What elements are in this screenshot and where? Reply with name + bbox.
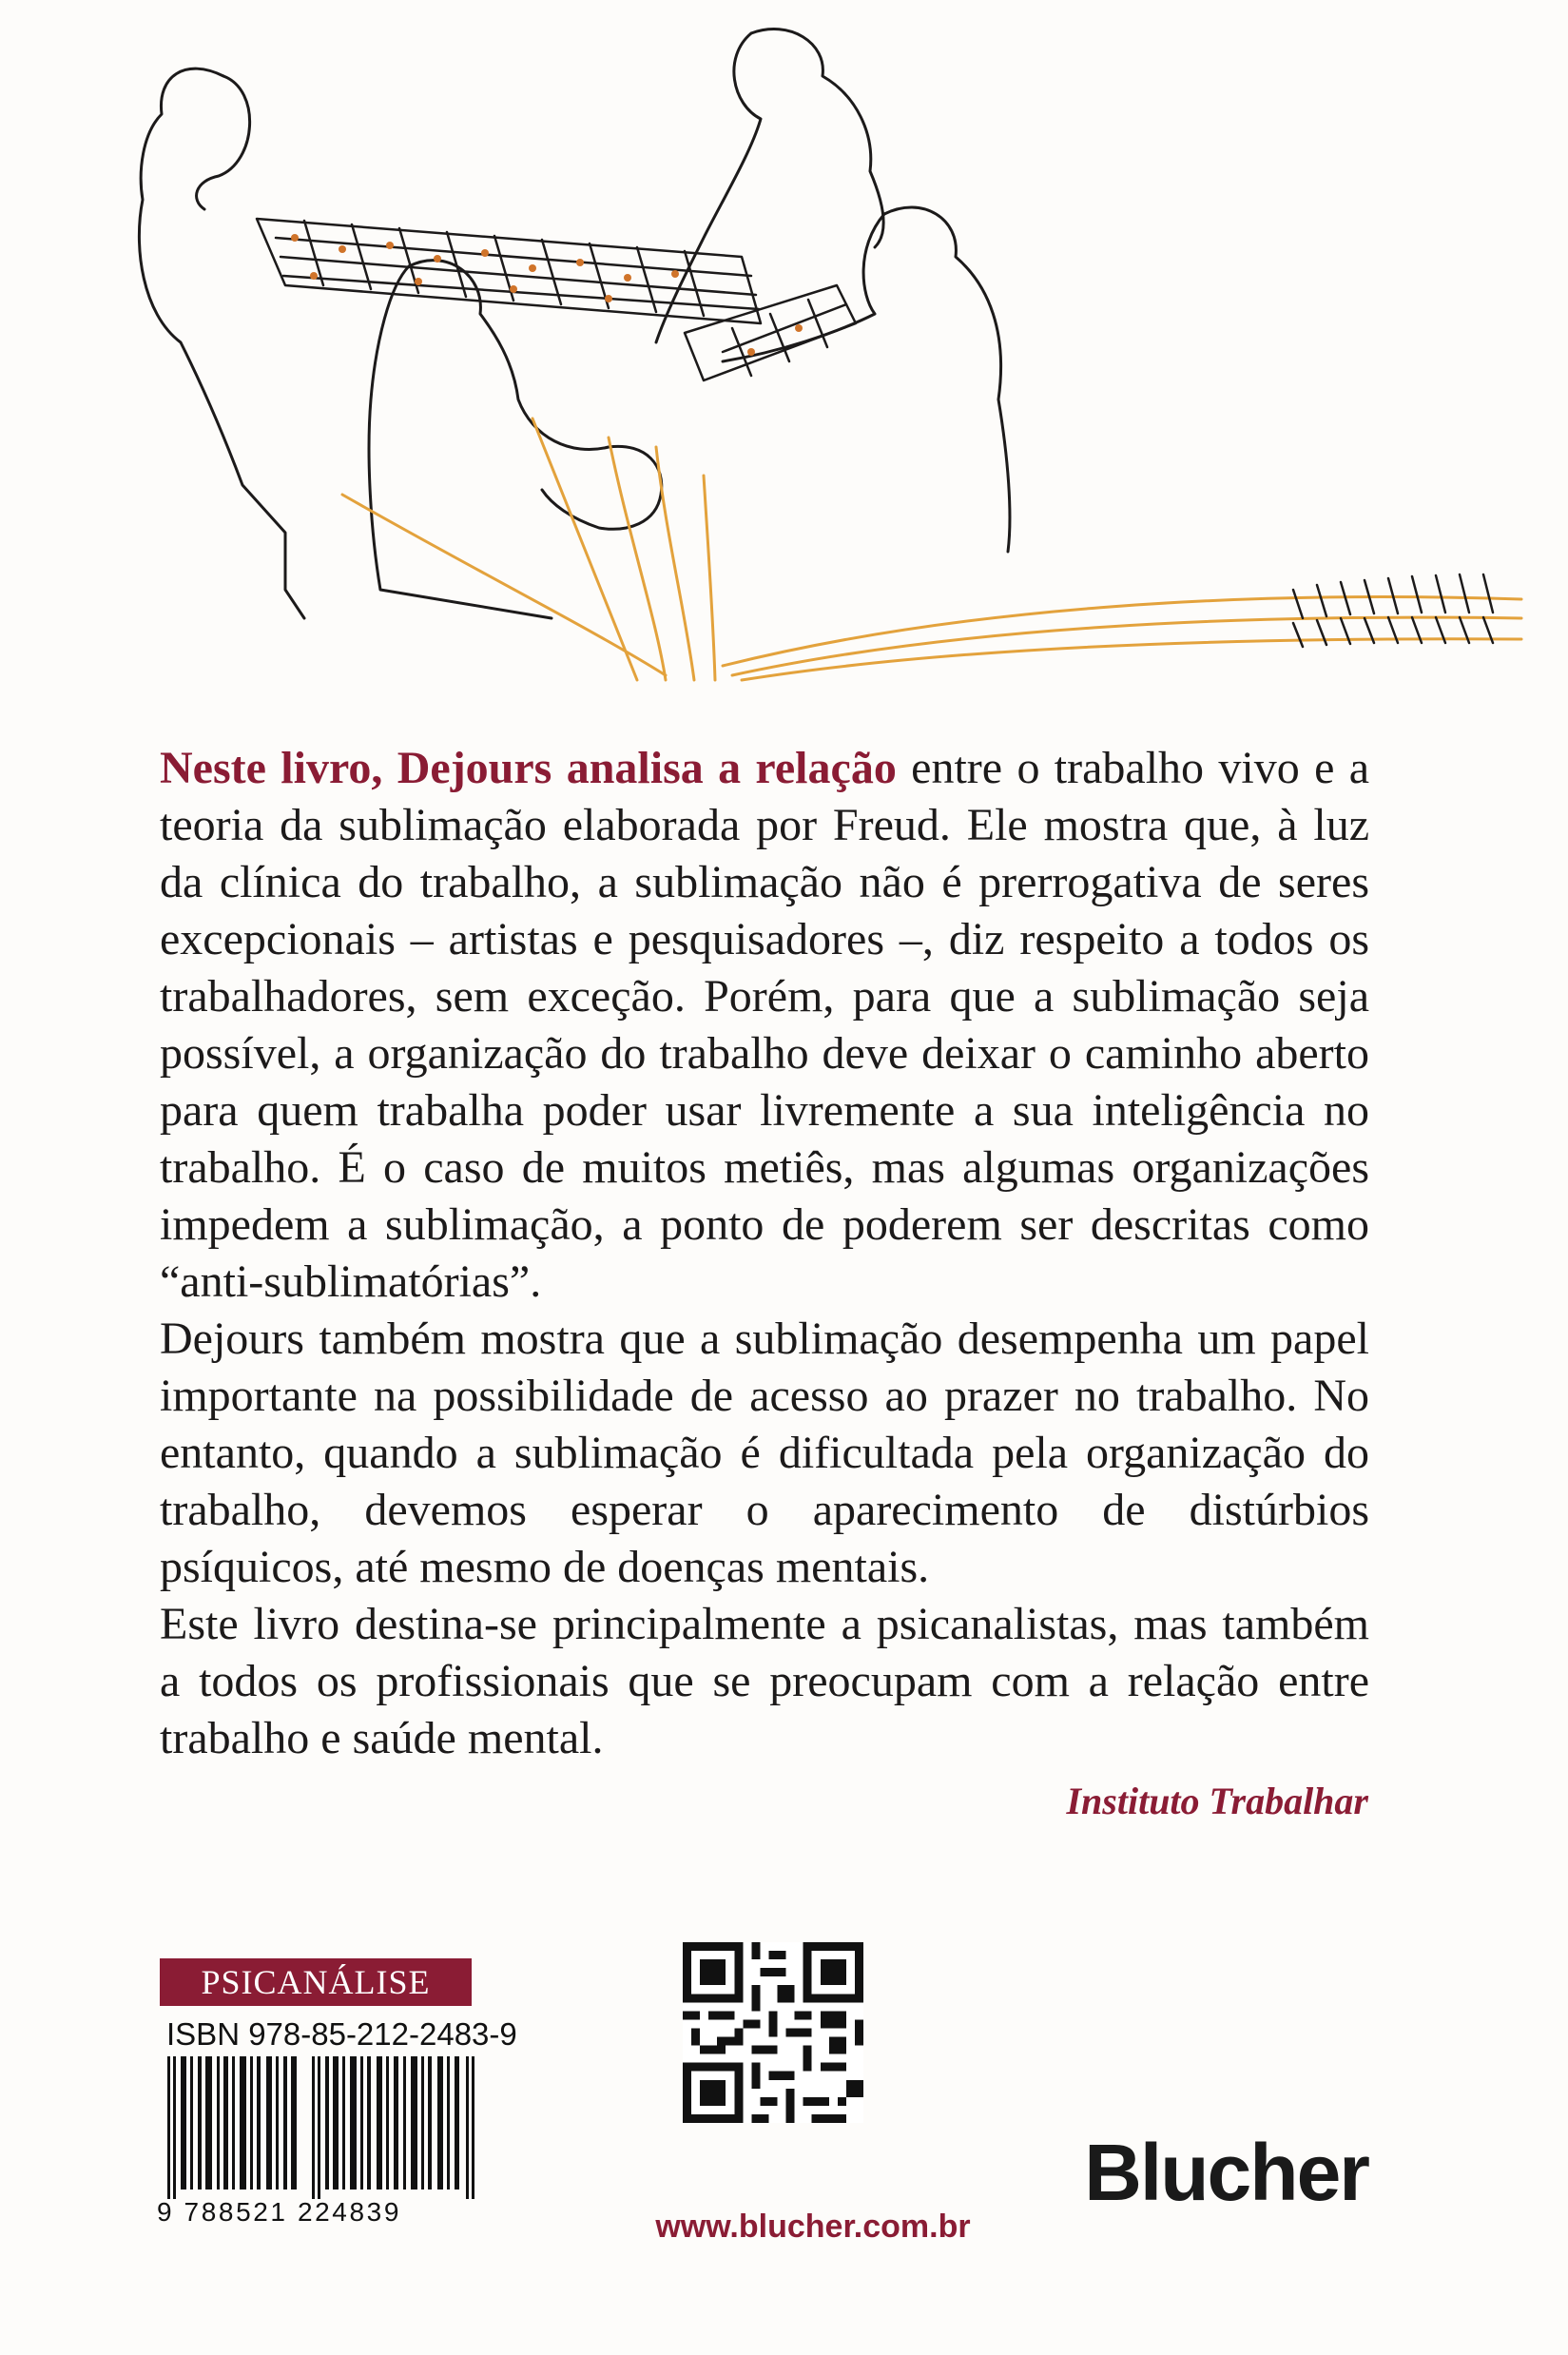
- publisher-logo: Blucher: [1084, 2128, 1368, 2217]
- barcode-icon: [160, 2056, 479, 2199]
- figure-top-outline: [751, 29, 883, 247]
- publisher-website-link[interactable]: www.blucher.com.br: [655, 2209, 971, 2245]
- isbn-label: ISBN 978-85-212-2483-9: [166, 2016, 517, 2052]
- category-badge: PSICANÁLISE: [160, 1958, 472, 2006]
- figure-left-arm: [197, 76, 250, 209]
- threads: [342, 418, 1521, 680]
- back-cover-blurb: [160, 740, 1369, 1767]
- figure-center-body: [369, 266, 552, 618]
- blurb-paragraph-2: Dejours também mostra que a sublimação desempenha um papel importante na possibilidade de acesso ao prazer no trabalho. No entanto, quando a sublimação é dificultada pela organização do trabalho, devemos esperar o aparecimento de distúrbios psíquicos, até mesmo de doenças mentais.: [160, 1314, 1369, 1592]
- figure-left-outline: [139, 68, 304, 618]
- figure-right-outline: [884, 207, 1010, 552]
- figure-top-arm: [656, 33, 761, 342]
- qr-code-icon: [683, 1942, 863, 2123]
- blurb-lead: Neste livro, Dejours analisa a relação: [160, 743, 897, 793]
- woven-net: [257, 219, 856, 380]
- figure-right-arm: [723, 214, 884, 361]
- cover-illustration: [0, 0, 1568, 685]
- barcode-digits: 9 788521 224839: [157, 2197, 401, 2227]
- blurb-signature: Instituto Trabalhar: [1066, 1780, 1368, 1822]
- blurb-paragraph-3: Este livro destina-se principalmente a psicanalistas, mas também a todos os profissionais que se preocupam com a relação entre trabalho e saúde mental.: [160, 1599, 1369, 1763]
- stitched-band: [1293, 574, 1493, 647]
- blurb-paragraph-1-text: entre o trabalho vivo e a teoria da sublimação elaborada por Freud. Ele mostra que, à luz da clínica do trabalho, a sublimação não é prerrogativa de seres excepcionais – artistas e pesquisadores –, diz respeito a todos os trabalhadores, sem exceção. Porém, para que a sublimação seja possível, a organização do trabalho deve deixar o caminho aberto para quem trabalha poder usar livremente a sua inteligência no trabalho. É o caso de muitos metiês, mas algumas organizações impedem a sublimação, a ponto de poderem ser descritas como “anti-sublimatórias”.: [160, 743, 1370, 1307]
- blurb-paragraph-1: [160, 740, 1369, 1311]
